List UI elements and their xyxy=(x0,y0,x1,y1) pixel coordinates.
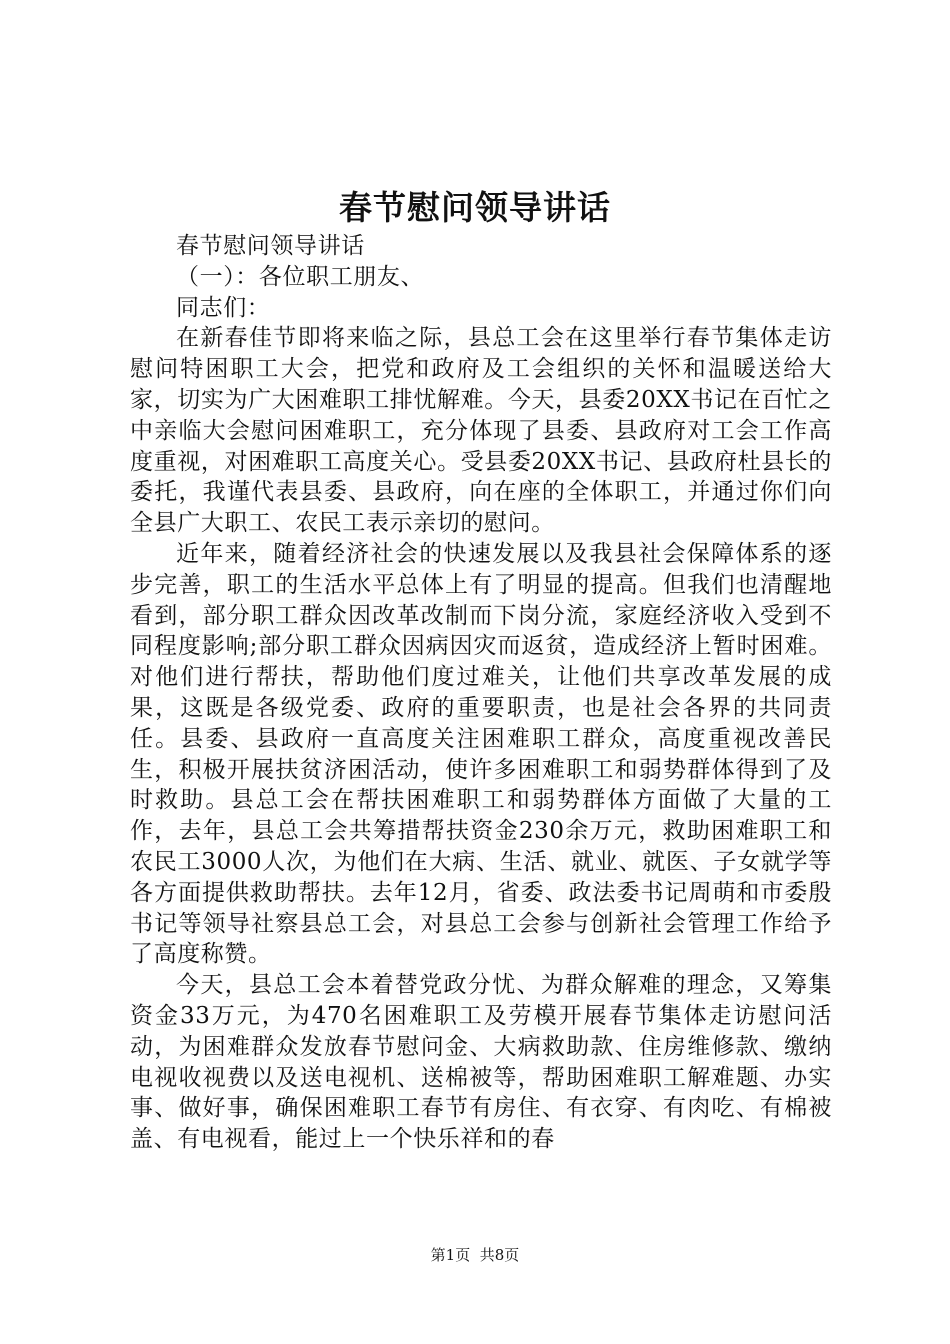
document-title: 春节慰问领导讲话 xyxy=(339,188,611,227)
page-footer xyxy=(0,1244,950,1266)
page-number: 第1页 xyxy=(430,1246,471,1264)
page-total: 共8页 xyxy=(479,1246,520,1264)
salutation-line-2: 同志们： xyxy=(176,294,271,321)
document-body xyxy=(130,231,832,1155)
body-paragraph: 在新春佳节即将来临之际，县总工会在这里举行春节集体走访慰问特困职工大会，把党和政府及工会组织的关怀和温暖送给大家，切实为广大困难职工排忧解难。今天，县委20XX书记在百忙之中亲临大会慰问困难职工，充分体现了县委、县政府对工会工作高度重视，对困难职工高度关心。受县委20XX书记、县政府杜县长的委托，我谨代表县委、县政府，向在座的全体职工，并通过你们向全县广大职工、农民工表示亲切的慰问。 xyxy=(130,325,832,537)
subtitle-line: 春节慰问领导讲话 xyxy=(176,233,365,259)
salutation-line: （一）：各位职工朋友、 xyxy=(176,263,425,290)
body-paragraph: 近年来，随着经济社会的快速发展以及我县社会保障体系的逐步完善，职工的生活水平总体上有了明显的提高。但我们也清醒地看到，部分职工群众因改革改制而下岗分流，家庭经济收入受到不同程度影响;部分职工群众因病因灾而返贫，造成经济上暂时困难。对他们进行帮扶，帮助他们度过难关，让他们共享改革发展的成果，这既是各级党委、政府的重要职责，也是社会各界的共同责任。县委、县政府一直高度关注困难职工群众，高度重视改善民生，积极开展扶贫济困活动，使许多困难职工和弱势群体得到了及时救助。县总工会在帮扶困难职工和弱势群体方面做了大量的工作，去年，县总工会共筹措帮扶资金230余万元，救助困难职工和农民工3000人次，为他们在大病、生活、就业、就医、子女就学等各方面提供救助帮扶。去年12月，省委、政法委书记周萌和市委殷书记等领导社察县总工会，对县总工会参与创新社会管理工作给予了高度称赞。 xyxy=(130,540,832,968)
body-paragraph: 今天，县总工会本着替党政分忧、为群众解难的理念，又筹集资金33万元，为470名困难职工及劳模开展春节集体走访慰问活动，为困难群众发放春节慰问金、大病救助款、住房维修款、缴纳电视收视费以及送电视机、送棉被等，帮助困难职工解难题、办实事、做好事，确保困难职工春节有房住、有衣穿、有肉吃、有棉被盖、有电视看，能过上一个快乐祥和的春 xyxy=(130,972,832,1153)
